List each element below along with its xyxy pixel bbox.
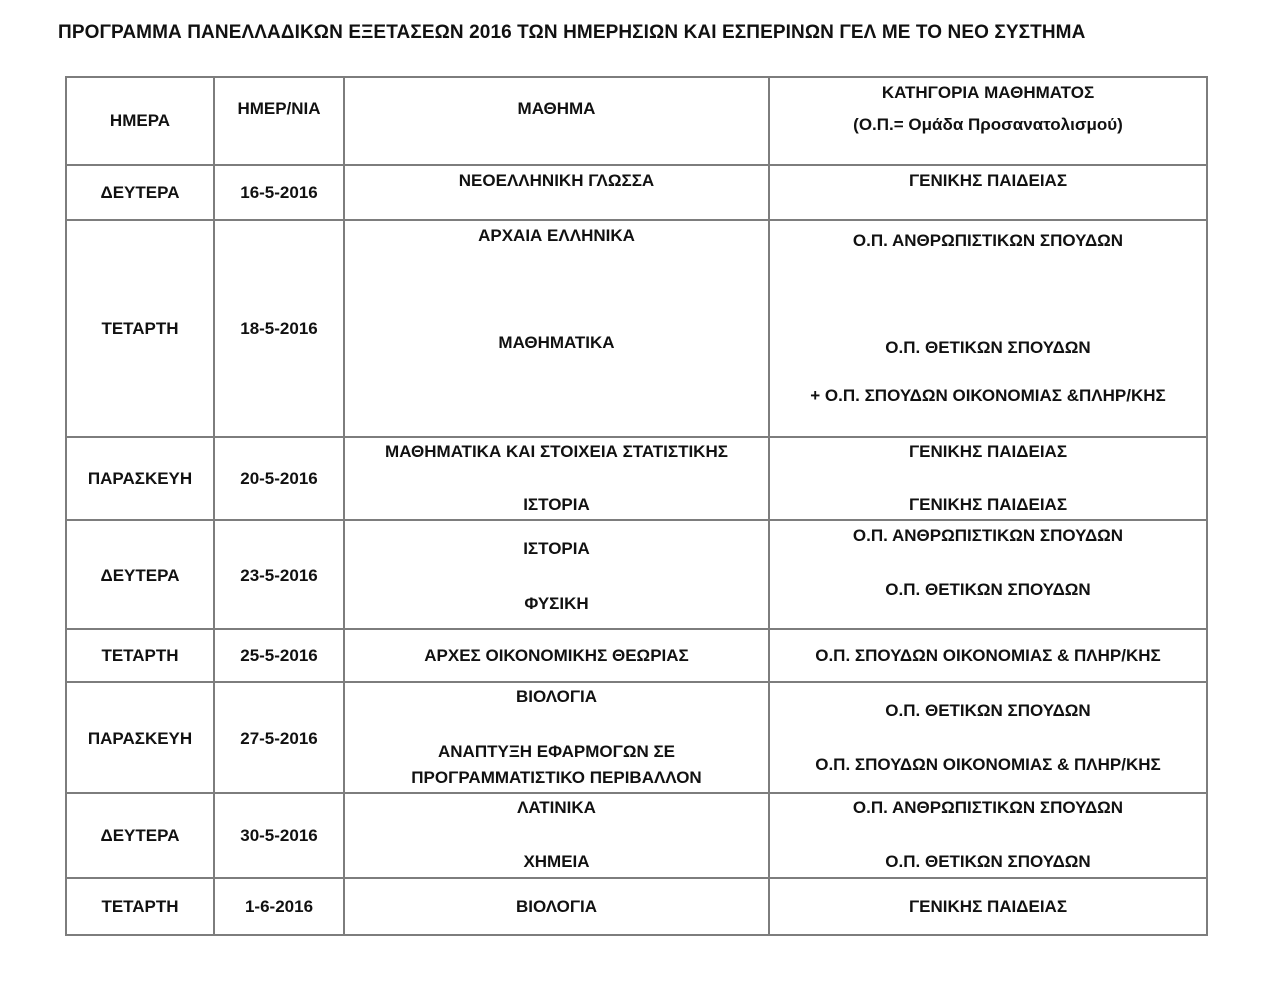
- row-day: ΔΕΥΤΕΡΑ: [66, 793, 214, 878]
- header-day: [66, 77, 214, 165]
- row-subject: ΒΙΟΛΟΓΙΑ: [344, 878, 769, 935]
- row-day: ΠΑΡΑΣΚΕΥΗ: [66, 437, 214, 520]
- row-category: Ο.Π. ΑΝΘΡΩΠΙΣΤΙΚΩΝ ΣΠΟΥΔΩΝ Ο.Π. ΘΕΤΙΚΩΝ ΣΠΟΥΔΩΝ + Ο.Π. ΣΠΟΥΔΩΝ ΟΙΚΟΝΟΜΙΑΣ &ΠΛΗΡ/ΚΗΣ: [769, 220, 1207, 437]
- table-row: [66, 878, 1207, 935]
- row-date: 16-5-2016: [214, 165, 344, 220]
- header-category: [769, 77, 1207, 165]
- table-row: [66, 165, 1207, 220]
- table-row: [66, 520, 1207, 629]
- row-day: ΠΑΡΑΣΚΕΥΗ: [66, 682, 214, 793]
- row-subject: ΑΡΧΕΣ ΟΙΚΟΝΟΜΙΚΗΣ ΘΕΩΡΙΑΣ: [344, 629, 769, 682]
- row-date: 27-5-2016: [214, 682, 344, 793]
- row-day: ΤΕΤΑΡΤΗ: [66, 629, 214, 682]
- row-date: 30-5-2016: [214, 793, 344, 878]
- row-subject: ΝΕΟΕΛΛΗΝΙΚΗ ΓΛΩΣΣΑ: [344, 165, 769, 220]
- table-row: [66, 793, 1207, 878]
- table-row: [66, 220, 1207, 437]
- header-category-label: ΚΑΤΗΓΟΡΙΑ ΜΑΘΗΜΑΤΟΣ: [881, 83, 1095, 102]
- document-title: ΠΡΟΓΡΑΜΜΑ ΠΑΝΕΛΛΑΔΙΚΩΝ ΕΞΕΤΑΣΕΩΝ 2016 ΤΩΝ ΗΜΕΡΗΣΙΩΝ ΚΑΙ ΕΣΠΕΡΙΝΩΝ ΓΕΛ ΜΕ ΤΟ ΝΕΟ ΣΥΣΤΗΜΑ: [58, 22, 1086, 43]
- row-date: 25-5-2016: [214, 629, 344, 682]
- header-date-label: ΗΜΕΡ/ΝΙΑ: [237, 99, 321, 118]
- row-category: ΓΕΝΙΚΗΣ ΠΑΙΔΕΙΑΣ ΓΕΝΙΚΗΣ ΠΑΙΔΕΙΑΣ: [769, 437, 1207, 520]
- header-date: [214, 77, 344, 165]
- table-header-row: [66, 77, 1207, 165]
- header-subject-label: ΜΑΘΗΜΑ: [517, 99, 596, 118]
- table-row: [66, 629, 1207, 682]
- header-category-note: (Ο.Π.= Ομάδα Προσανατολισμού): [853, 115, 1123, 134]
- row-day: ΤΕΤΑΡΤΗ: [66, 878, 214, 935]
- table-row: [66, 437, 1207, 520]
- exam-schedule-table: [65, 76, 1208, 936]
- header-subject: [344, 77, 769, 165]
- row-category: ΓΕΝΙΚΗΣ ΠΑΙΔΕΙΑΣ: [769, 878, 1207, 935]
- row-day: ΔΕΥΤΕΡΑ: [66, 165, 214, 220]
- row-date: 23-5-2016: [214, 520, 344, 629]
- row-subject: ΙΣΤΟΡΙΑ ΦΥΣΙΚΗ: [344, 520, 769, 629]
- row-category: Ο.Π. ΑΝΘΡΩΠΙΣΤΙΚΩΝ ΣΠΟΥΔΩΝ Ο.Π. ΘΕΤΙΚΩΝ ΣΠΟΥΔΩΝ: [769, 793, 1207, 878]
- row-date: 1-6-2016: [214, 878, 344, 935]
- header-day-label: ΗΜΕΡΑ: [109, 111, 171, 130]
- row-category: Ο.Π. ΘΕΤΙΚΩΝ ΣΠΟΥΔΩΝ Ο.Π. ΣΠΟΥΔΩΝ ΟΙΚΟΝΟΜΙΑΣ & ΠΛΗΡ/ΚΗΣ: [769, 682, 1207, 793]
- row-category: Ο.Π. ΑΝΘΡΩΠΙΣΤΙΚΩΝ ΣΠΟΥΔΩΝ Ο.Π. ΘΕΤΙΚΩΝ ΣΠΟΥΔΩΝ: [769, 520, 1207, 629]
- row-day: ΔΕΥΤΕΡΑ: [66, 520, 214, 629]
- row-subject: ΑΡΧΑΙΑ ΕΛΛΗΝΙΚΑ ΜΑΘΗΜΑΤΙΚΑ: [344, 220, 769, 437]
- row-date: 18-5-2016: [214, 220, 344, 437]
- row-date: 20-5-2016: [214, 437, 344, 520]
- table-row: [66, 682, 1207, 793]
- row-subject: ΜΑΘΗΜΑΤΙΚΑ ΚΑΙ ΣΤΟΙΧΕΙΑ ΣΤΑΤΙΣΤΙΚΗΣ ΙΣΤΟΡΙΑ: [344, 437, 769, 520]
- row-day: ΤΕΤΑΡΤΗ: [66, 220, 214, 437]
- row-subject: ΛΑΤΙΝΙΚΑ ΧΗΜΕΙΑ: [344, 793, 769, 878]
- row-category: Ο.Π. ΣΠΟΥΔΩΝ ΟΙΚΟΝΟΜΙΑΣ & ΠΛΗΡ/ΚΗΣ: [769, 629, 1207, 682]
- row-subject: ΒΙΟΛΟΓΙΑ ΑΝΑΠΤΥΞΗ ΕΦΑΡΜΟΓΩΝ ΣΕ ΠΡΟΓΡΑΜΜΑΤΙΣΤΙΚΟ ΠΕΡΙΒΑΛΛΟΝ: [344, 682, 769, 793]
- row-category: ΓΕΝΙΚΗΣ ΠΑΙΔΕΙΑΣ: [769, 165, 1207, 220]
